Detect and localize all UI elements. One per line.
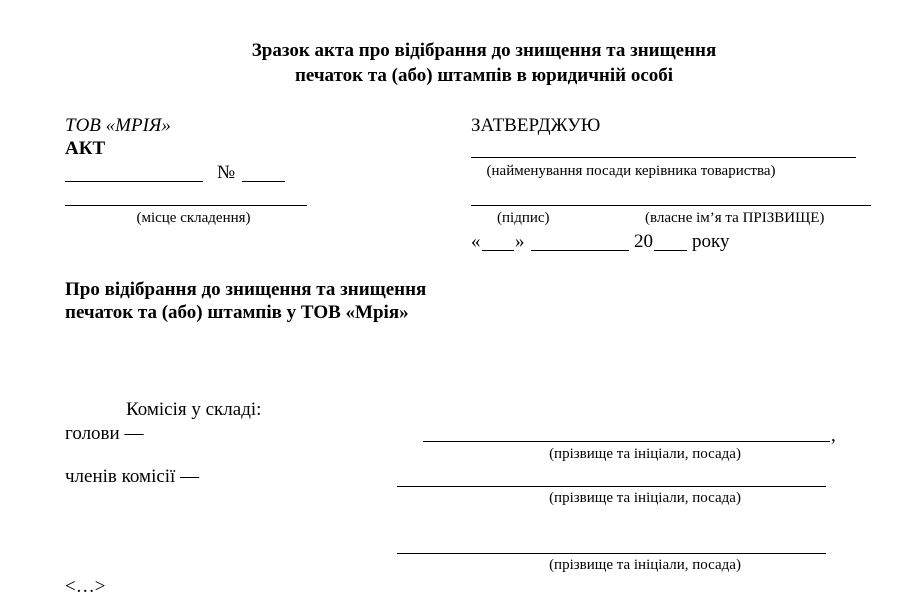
organization-name: ТОВ «МРІЯ» — [65, 115, 171, 136]
commission-head-comma: , — [831, 425, 836, 446]
document-title-line-1: Зразок акта про відібрання до знищення та знищення — [251, 40, 717, 61]
act-number-sign: № — [217, 162, 236, 183]
commission-member-2-caption: (прізвище та ініціали, посада) — [549, 557, 741, 573]
subject-line-1: Про відібрання до знищення та знищення — [65, 279, 427, 300]
place-caption: (місце складення) — [136, 210, 251, 226]
date-month-blank — [531, 250, 629, 251]
signature-name-blank — [471, 205, 871, 206]
name-caption: (власне ім’я та ПРІЗВИЩЕ) — [645, 210, 825, 226]
date-year-prefix: 20 — [634, 231, 653, 252]
signature-caption: (підпис) — [497, 210, 550, 226]
continuation-ellipsis: <…> — [65, 576, 106, 597]
commission-head-label: голови — — [65, 423, 144, 444]
date-day-blank — [482, 250, 514, 251]
date-year-suffix: року — [692, 231, 730, 252]
commission-member-1-blank — [397, 486, 826, 487]
document-title-line-2: печаток та (або) штампів в юридичній особі — [294, 65, 674, 86]
commission-member-2-blank — [397, 553, 826, 554]
commission-head-blank — [423, 441, 830, 442]
position-caption: (найменування посади керівника товариства) — [486, 163, 776, 179]
place-blank — [65, 205, 307, 206]
position-blank — [471, 157, 856, 158]
subject-line-2: печаток та (або) штампів у ТОВ «Мрія» — [65, 302, 409, 323]
date-quote-open: « — [471, 231, 481, 252]
commission-head-caption: (прізвище та ініціали, посада) — [549, 446, 741, 462]
commission-members-label: членів комісії — — [65, 466, 200, 487]
act-heading: АКТ — [65, 138, 106, 159]
commission-intro: Комісія у складі: — [126, 399, 262, 420]
date-year-blank — [654, 250, 687, 251]
act-number-blank — [242, 181, 285, 182]
date-quote-close: » — [515, 231, 525, 252]
approve-heading: ЗАТВЕРДЖУЮ — [471, 115, 601, 136]
commission-member-1-caption: (прізвище та ініціали, посада) — [549, 490, 741, 506]
act-date-blank — [65, 181, 203, 182]
